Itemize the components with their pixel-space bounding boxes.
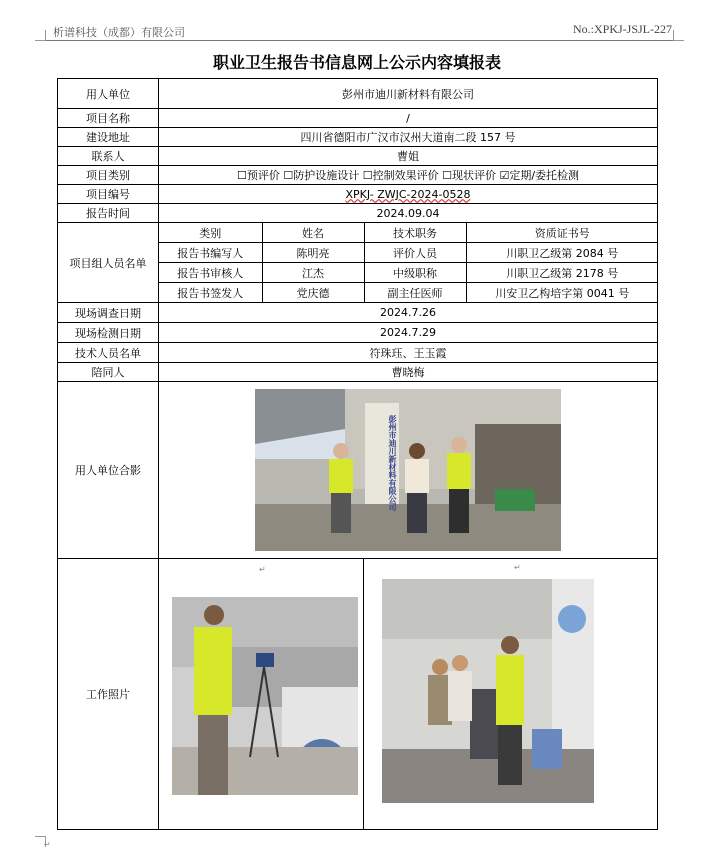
value-address: 四川省德阳市广汉市汉州大道南二段 157 号 (159, 128, 658, 147)
row-employer (58, 79, 658, 109)
team-header-row (159, 223, 658, 243)
value-tech-staff: 符珠珏、王玉霞 (159, 343, 658, 363)
team-cell: 报告书审核人 (159, 263, 262, 283)
row-work-photos: 工作照片 ↵ ↵ (58, 559, 658, 830)
category-checkbox-protection-design[interactable]: ☐防护设施设计 (283, 169, 360, 182)
margin-corner-top-left (35, 30, 46, 41)
label-address: 建设地址 (58, 128, 159, 147)
row-project-name (58, 109, 658, 128)
label-report-time: 报告时间 (58, 204, 159, 223)
project-no-text: XPKJ- ZWJC-2024-0528 (345, 187, 471, 201)
value-employer: 彭州市迪川新材料有限公司 (159, 79, 658, 109)
team-cell: 川职卫乙级第 2178 号 (466, 263, 658, 283)
team-cell: 副主任医师 (364, 283, 466, 303)
team-row-reviewer (159, 263, 658, 283)
row-escort (58, 363, 658, 382)
paragraph-mark: ↵ (44, 840, 51, 849)
category-checkbox-pre-evaluation[interactable]: ☐预评价 (236, 169, 280, 182)
row-category (58, 166, 658, 185)
label-group-photo: 用人单位合影 (58, 382, 159, 559)
work-photo-right (382, 579, 594, 803)
team-row-writer (159, 243, 658, 263)
label-project-no: 项目编号 (58, 185, 159, 204)
label-tech-staff: 技术人员名单 (58, 343, 159, 363)
team-header-title: 技术职务 (364, 223, 466, 243)
value-project-name: / (159, 109, 658, 128)
row-group-photo (58, 382, 658, 559)
row-contact (58, 147, 658, 166)
label-contact: 联系人 (58, 147, 159, 166)
row-address (58, 128, 658, 147)
value-report-time: 2024.09.04 (159, 204, 658, 223)
header-company: 析谱科技（成都）有限公司 (53, 26, 185, 39)
team-cell: 报告书编写人 (159, 243, 262, 263)
label-escort: 陪同人 (58, 363, 159, 382)
category-checkbox-status-evaluation[interactable]: ☐现状评价 (442, 169, 496, 182)
group-photo (255, 389, 561, 551)
team-cell: 中级职称 (364, 263, 466, 283)
company-sign: 彭州市迪川新材料有限公司 (388, 415, 397, 511)
category-checkbox-periodic-testing[interactable]: ☑定期/委托检测 (499, 169, 580, 182)
row-report-time (58, 204, 658, 223)
category-checkbox-control-effect[interactable]: ☐控制效果评价 (362, 169, 439, 182)
team-row-issuer (159, 283, 658, 303)
value-test-date: 2024.7.29 (159, 323, 658, 343)
value-survey-date: 2024.7.26 (159, 303, 658, 323)
team-table (159, 223, 658, 302)
team-cell: 江杰 (262, 263, 364, 283)
team-header-cert: 资质证书号 (466, 223, 658, 243)
team-cell: 川职卫乙级第 2084 号 (466, 243, 658, 263)
team-cell: 评价人员 (364, 243, 466, 263)
work-photo-left (172, 597, 358, 795)
team-header-category: 类别 (159, 223, 262, 243)
label-test-date: 现场检测日期 (58, 323, 159, 343)
page-title: 职业卫生报告书信息网上公示内容填报表 (212, 53, 501, 72)
label-team: 项目组人员名单 (58, 223, 159, 303)
info-table (57, 78, 658, 830)
row-test-date (58, 323, 658, 343)
team-header-name: 姓名 (262, 223, 364, 243)
team-cell: 报告书签发人 (159, 283, 262, 303)
label-work-photos: 工作照片 (58, 559, 159, 830)
row-project-no (58, 185, 658, 204)
label-employer: 用人单位 (58, 79, 159, 109)
row-team (58, 223, 658, 303)
value-contact: 曹姐 (159, 147, 658, 166)
margin-corner-top-right (673, 30, 684, 41)
value-project-no (159, 185, 658, 204)
value-escort: 曹晓梅 (159, 363, 658, 382)
header-rule (46, 40, 674, 41)
label-category: 项目类别 (58, 166, 159, 185)
row-tech-staff (58, 343, 658, 363)
team-cell: 党庆德 (262, 283, 364, 303)
header-doc-number: No.:XPKJ-JSJL-227 (572, 22, 672, 36)
value-category (159, 166, 658, 185)
row-survey-date (58, 303, 658, 323)
team-cell: 川安卫乙构培字第 0041 号 (466, 283, 658, 303)
label-survey-date: 现场调查日期 (58, 303, 159, 323)
label-project-name: 项目名称 (58, 109, 159, 128)
team-cell: 陈明亮 (262, 243, 364, 263)
